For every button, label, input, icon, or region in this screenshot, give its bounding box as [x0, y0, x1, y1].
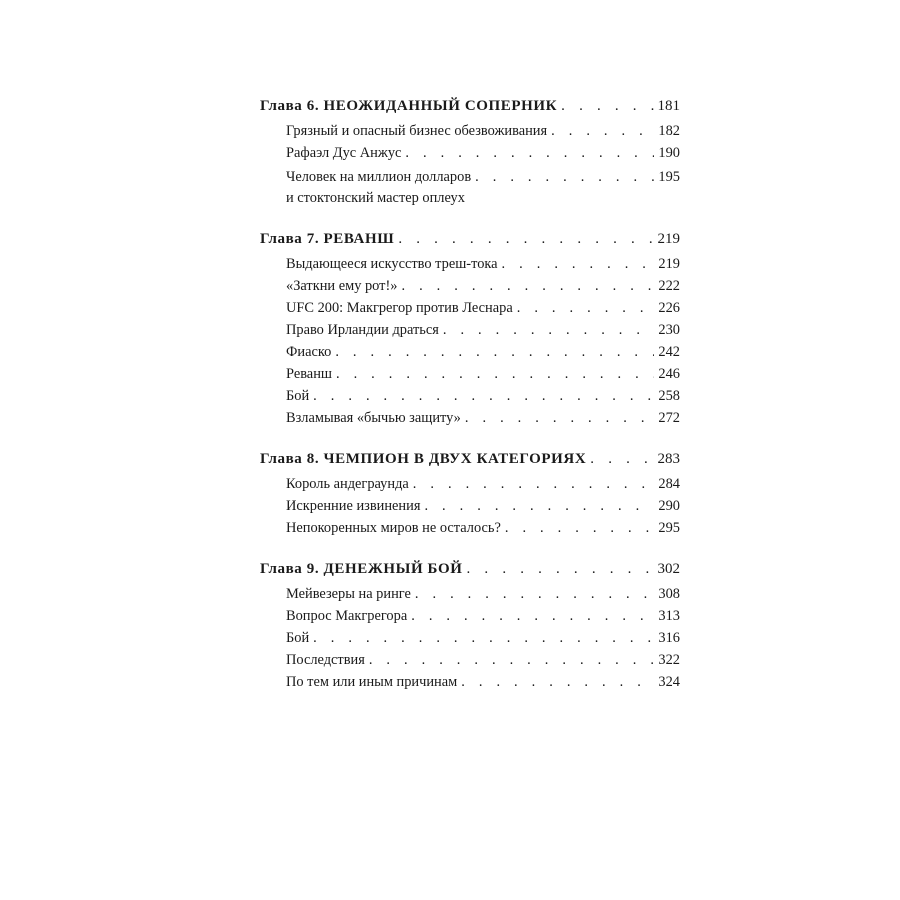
page-number: 219	[657, 231, 680, 247]
toc-entry[interactable]	[260, 142, 680, 164]
chapter-heading[interactable]	[260, 227, 680, 251]
page-number: 308	[658, 586, 680, 602]
entry-title: Искренние извинения	[286, 498, 421, 514]
page-number: 324	[658, 674, 680, 690]
dot-leader	[336, 363, 654, 385]
chapter-block	[260, 227, 680, 429]
page-number: 222	[658, 278, 680, 294]
dot-leader	[398, 227, 653, 251]
entry-title: Реванш	[286, 366, 332, 382]
toc-entry[interactable]	[260, 120, 680, 142]
chapter-block	[260, 557, 680, 693]
chapter-title: Глава 7. РЕВАНШ	[260, 231, 395, 247]
page-number: 295	[658, 520, 680, 536]
entry-title: Выдающееся искусство треш-тока	[286, 256, 498, 272]
entry-title: Бой	[286, 630, 310, 646]
entry-title: Фиаско	[286, 344, 332, 360]
toc-entry[interactable]	[260, 253, 680, 275]
entry-title: Последствия	[286, 652, 365, 668]
table-of-contents	[260, 94, 680, 711]
entry-title: Мейвезеры на ринге	[286, 586, 411, 602]
toc-entry[interactable]	[260, 583, 680, 605]
page-number: 284	[658, 476, 680, 492]
dot-leader	[313, 627, 654, 649]
page-number: 219	[658, 256, 680, 272]
dot-leader	[505, 517, 655, 539]
page-number: 230	[658, 322, 680, 338]
chapter-heading[interactable]	[260, 557, 680, 581]
chapter-heading[interactable]	[260, 447, 680, 471]
entry-title: Король андеграунда	[286, 476, 409, 492]
dot-leader	[461, 671, 654, 693]
chapter-block	[260, 447, 680, 539]
dot-leader	[561, 94, 653, 118]
dot-leader	[411, 605, 654, 627]
page-number: 242	[658, 344, 680, 360]
page-number: 316	[658, 630, 680, 646]
dot-leader	[443, 319, 655, 341]
toc-entry[interactable]	[260, 407, 680, 429]
toc-entry[interactable]	[260, 605, 680, 627]
entry-title-line: Человек на миллион долларов	[286, 169, 472, 185]
dot-leader	[415, 583, 655, 605]
page-number: 246	[658, 366, 680, 382]
page-number: 190	[658, 145, 680, 161]
dot-leader	[502, 253, 655, 275]
toc-entry[interactable]	[260, 363, 680, 385]
dot-leader	[401, 275, 654, 297]
dot-leader	[590, 447, 653, 471]
entry-title: Грязный и опасный бизнес обезвоживания	[286, 123, 548, 139]
entry-title-line: и стоктонский мастер оплеух	[286, 190, 465, 206]
page-number: 182	[658, 123, 680, 139]
entry-title: Бой	[286, 388, 310, 404]
chapter-block	[260, 94, 680, 209]
toc-entry[interactable]	[260, 341, 680, 363]
toc-entry[interactable]	[260, 495, 680, 517]
toc-entry[interactable]	[260, 627, 680, 649]
toc-entry[interactable]	[260, 671, 680, 693]
chapter-title: Глава 9. ДЕНЕЖНЫЙ БОЙ	[260, 561, 463, 577]
dot-leader	[551, 120, 654, 142]
entry-title: UFC 200: Макгрегор против Леснара	[286, 300, 513, 316]
page-number: 313	[658, 608, 680, 624]
dot-leader	[335, 341, 654, 363]
toc-entry[interactable]	[260, 166, 680, 209]
toc-entry[interactable]	[260, 275, 680, 297]
entry-title	[286, 167, 471, 209]
chapter-heading[interactable]	[260, 94, 680, 118]
dot-leader	[467, 557, 654, 581]
entry-title: По тем или иным причинам	[286, 674, 458, 690]
page-number: 290	[658, 498, 680, 514]
page-number: 283	[657, 451, 680, 467]
toc-entry[interactable]	[260, 297, 680, 319]
dot-leader	[405, 142, 654, 164]
page-number: 226	[658, 300, 680, 316]
page-number: 322	[658, 652, 680, 668]
entry-title: Рафаэл Дус Анжус	[286, 145, 402, 161]
dot-leader	[424, 495, 654, 517]
entry-title: Непокоренных миров не осталось?	[286, 520, 501, 536]
page-number: 181	[657, 98, 680, 114]
chapter-title: Глава 8. ЧЕМПИОН В ДВУХ КАТЕГОРИЯХ	[260, 451, 587, 467]
toc-entry[interactable]	[260, 385, 680, 407]
dot-leader	[517, 297, 655, 319]
entry-title: «Заткни ему рот!»	[286, 278, 398, 294]
dot-leader	[413, 473, 655, 495]
page-number: 272	[658, 410, 680, 426]
entry-title: Право Ирландии драться	[286, 322, 439, 338]
toc-entry[interactable]	[260, 517, 680, 539]
toc-entry[interactable]	[260, 319, 680, 341]
dot-leader	[465, 407, 655, 429]
page-number: 195	[658, 169, 680, 185]
toc-entry[interactable]	[260, 473, 680, 495]
entry-title: Вопрос Макгрегора	[286, 608, 408, 624]
toc-entry[interactable]	[260, 649, 680, 671]
chapter-title: Глава 6. НЕОЖИДАННЫЙ СОПЕРНИК	[260, 98, 558, 114]
dot-leader	[313, 385, 654, 407]
page-number: 302	[657, 561, 680, 577]
page-number: 258	[658, 388, 680, 404]
entry-title: Взламывая «бычью защиту»	[286, 410, 461, 426]
dot-leader	[369, 649, 655, 671]
dot-leader	[475, 166, 654, 188]
